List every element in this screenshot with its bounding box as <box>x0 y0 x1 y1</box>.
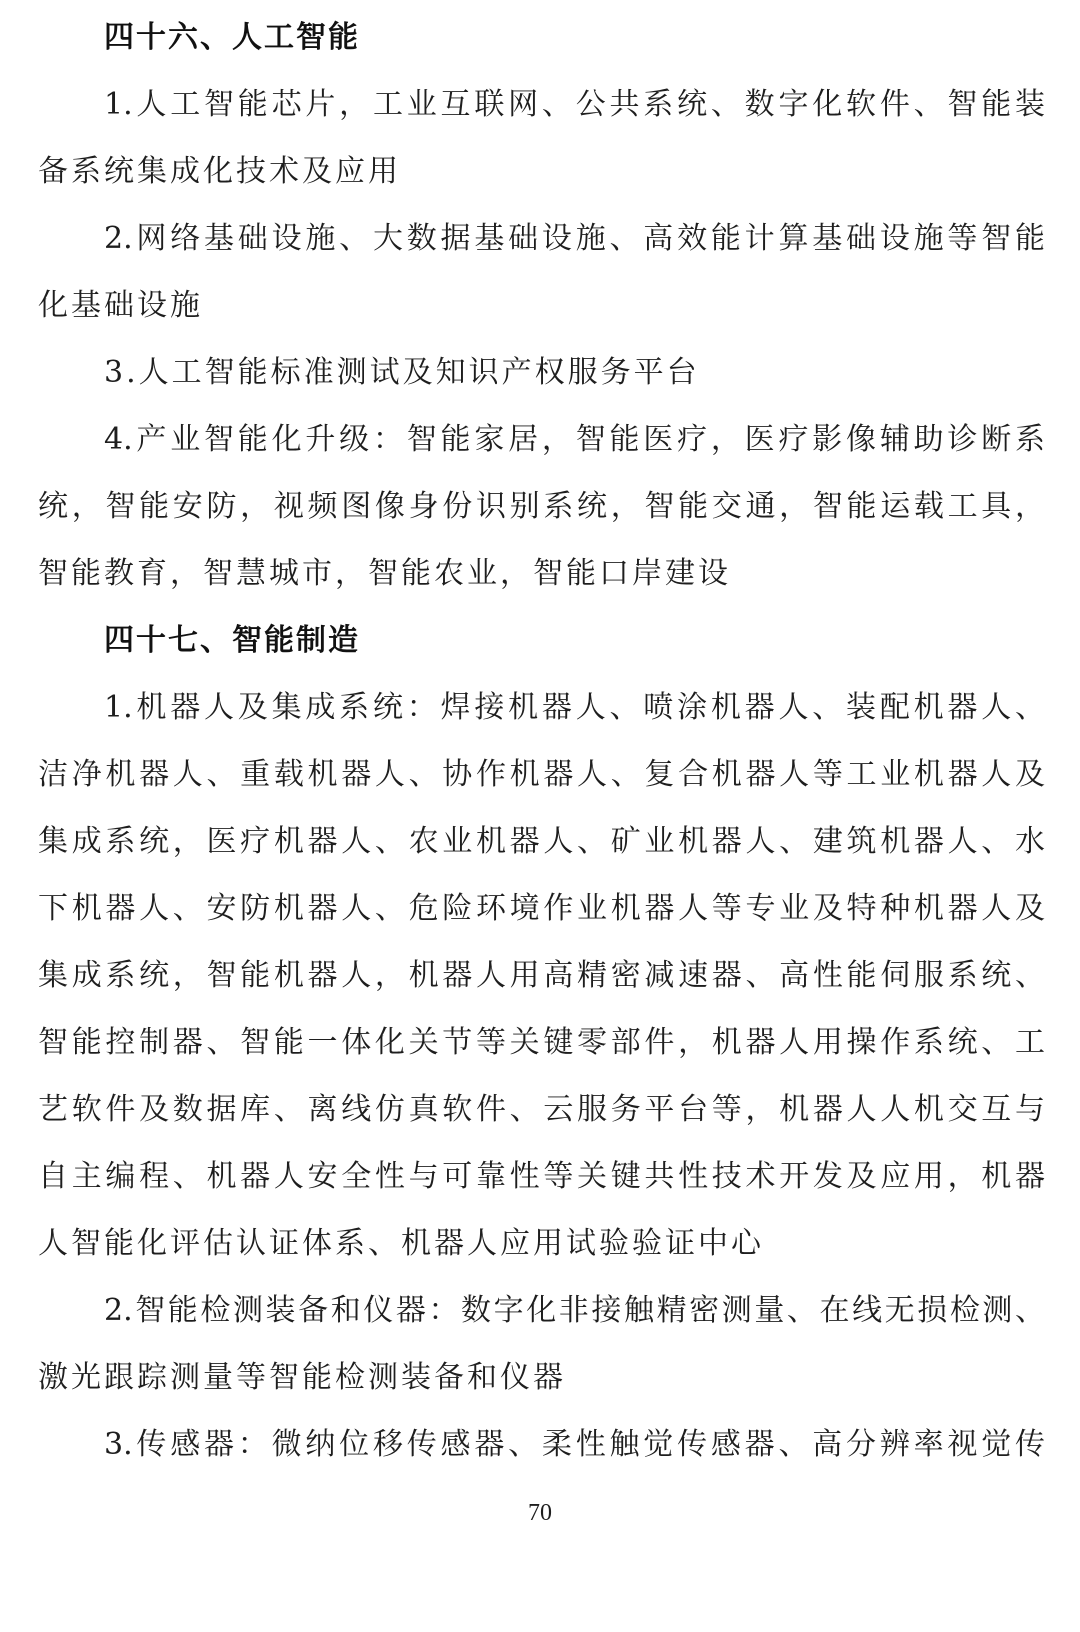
paragraph <box>38 1277 1045 1411</box>
paragraph <box>38 406 1045 607</box>
paragraph <box>38 71 1045 205</box>
section-ai <box>38 4 1045 607</box>
paragraph-line: 智能教育，智慧城市，智能农业，智能口岸建设 <box>38 556 731 591</box>
paragraph-line: 1.人工智能芯片，工业互联网、公共系统、数字化软件、智能装 <box>104 87 1045 122</box>
paragraph-line: 备系统集成化技术及应用 <box>38 154 401 189</box>
paragraph-line: 艺软件及数据库、离线仿真软件、云服务平台等，机器人人机交互与 <box>38 1092 1045 1127</box>
paragraph-line: 统，智能安防，视频图像身份识别系统，智能交通，智能运载工具， <box>38 489 1045 524</box>
paragraph-line: 集成系统，智能机器人，机器人用高精密减速器、高性能伺服系统、 <box>38 958 1045 993</box>
paragraph-line: 洁净机器人、重载机器人、协作机器人、复合机器人等工业机器人及 <box>38 757 1045 792</box>
section-heading: 四十六、人工智能 <box>104 20 360 55</box>
paragraph-line: 下机器人、安防机器人、危险环境作业机器人等专业及特种机器人及 <box>38 891 1045 926</box>
paragraph-line: 智能控制器、智能一体化关节等关键零部件，机器人用操作系统、工 <box>38 1025 1045 1060</box>
paragraph-line: 人智能化评估认证体系、机器人应用试验验证中心 <box>38 1226 764 1261</box>
paragraph-line: 集成系统，医疗机器人、农业机器人、矿业机器人、建筑机器人、水 <box>38 824 1045 859</box>
section-intelligent-manufacturing <box>38 607 1045 1478</box>
paragraph-line: 3.人工智能标准测试及知识产权服务平台 <box>104 355 700 390</box>
paragraph-line: 激光跟踪测量等智能检测装备和仪器 <box>38 1360 566 1395</box>
paragraph-line: 自主编程、机器人安全性与可靠性等关键共性技术开发及应用，机器 <box>38 1159 1045 1194</box>
paragraph <box>38 205 1045 339</box>
paragraph-line: 化基础设施 <box>38 288 203 323</box>
paragraph-line: 2.网络基础设施、大数据基础设施、高效能计算基础设施等智能 <box>104 221 1045 256</box>
section-heading: 四十七、智能制造 <box>104 623 360 658</box>
paragraph-line: 4.产业智能化升级：智能家居，智能医疗，医疗影像辅助诊断系 <box>104 422 1045 457</box>
paragraph-line: 1.机器人及集成系统：焊接机器人、喷涂机器人、装配机器人、 <box>104 690 1045 725</box>
page-number: 70 <box>528 1500 552 1526</box>
page-body <box>38 4 1045 1478</box>
paragraph <box>38 339 1045 406</box>
paragraph <box>38 1411 1045 1478</box>
paragraph <box>38 674 1045 1277</box>
paragraph-line: 3.传感器：微纳位移传感器、柔性触觉传感器、高分辨率视觉传 <box>104 1427 1045 1462</box>
paragraph-line: 2.智能检测装备和仪器：数字化非接触精密测量、在线无损检测、 <box>104 1293 1045 1328</box>
